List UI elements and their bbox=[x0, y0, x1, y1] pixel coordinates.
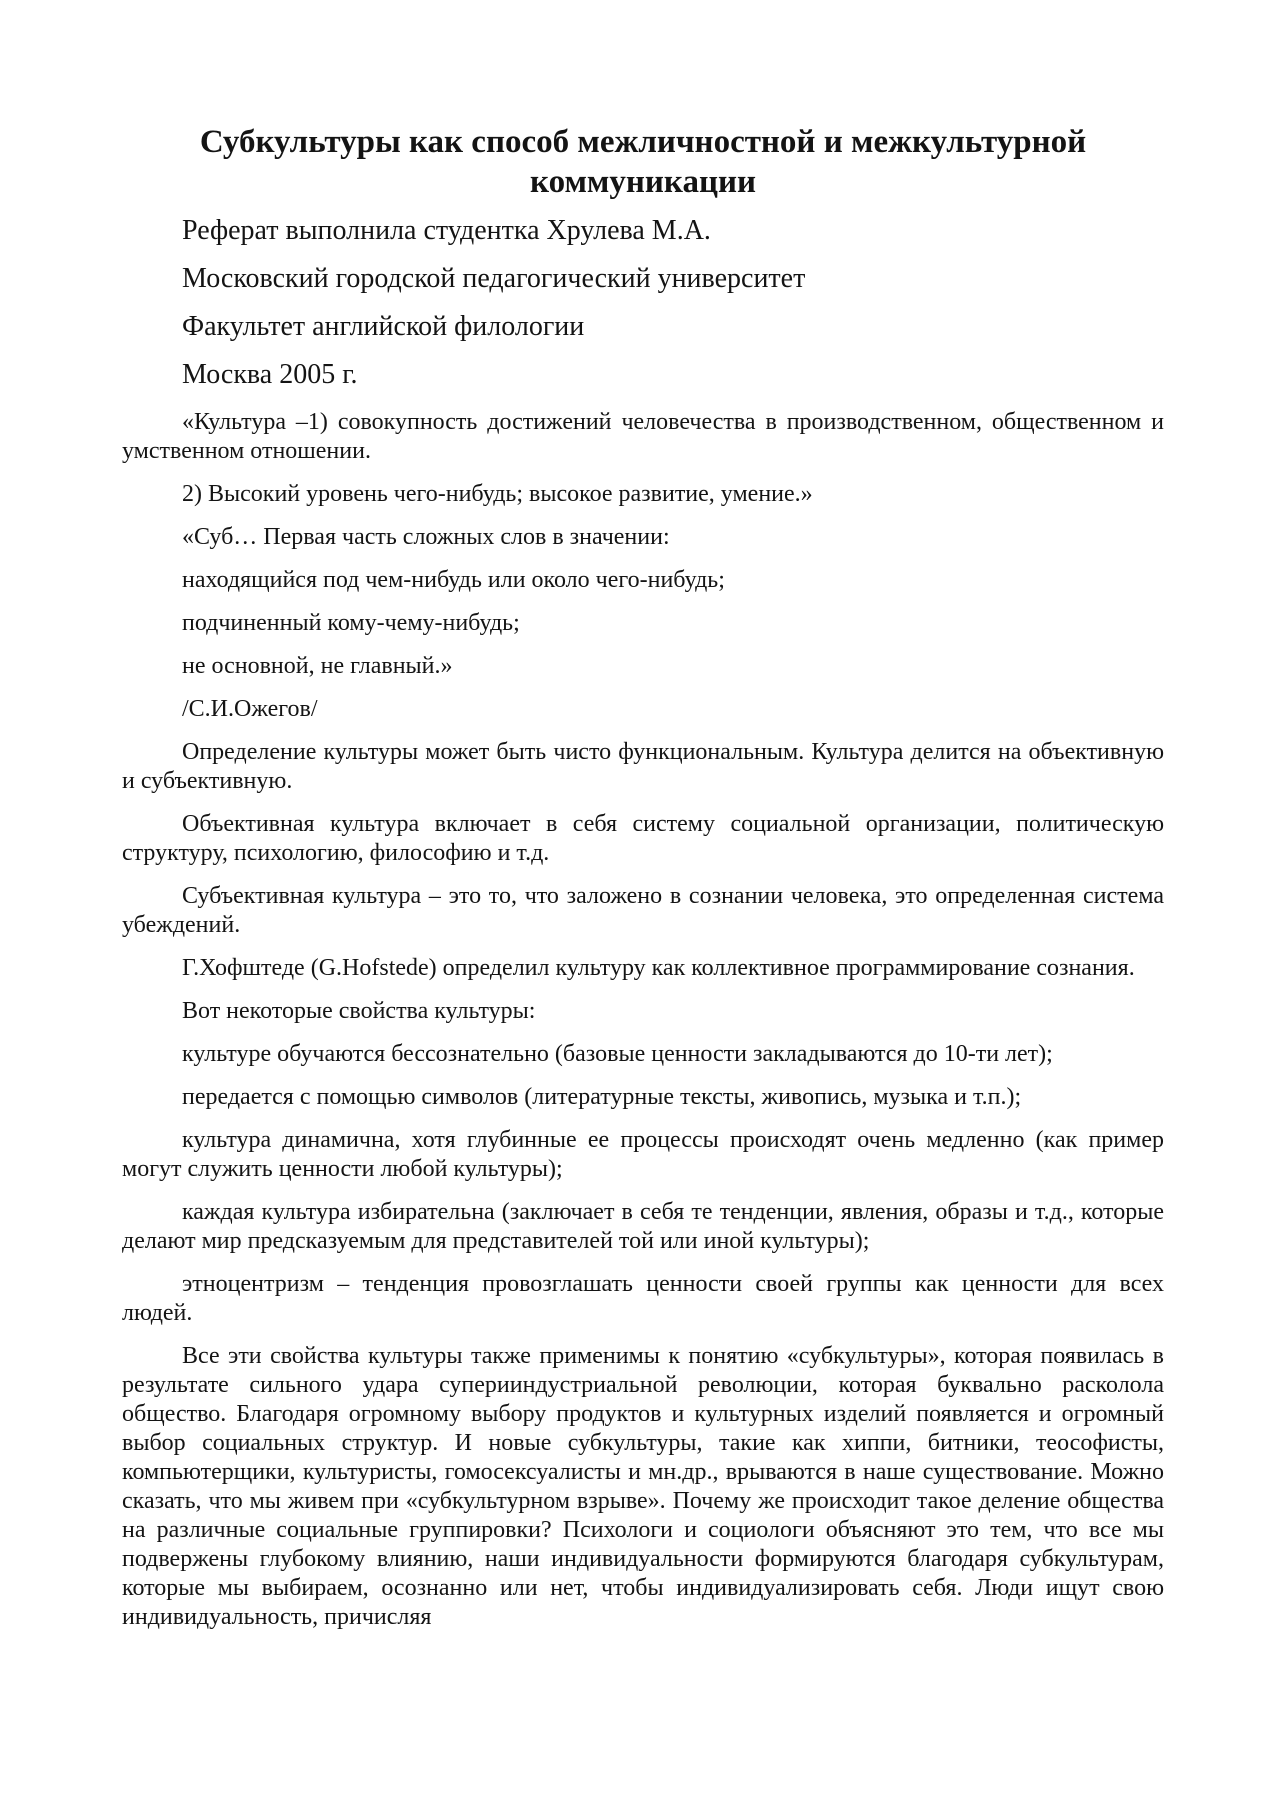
paragraph-properties-intro: Вот некоторые свойства культуры: bbox=[182, 998, 536, 1024]
list-item-property-5: этноцентризм – тенденция провозглашать ценности своей группы как ценности для всех людей. bbox=[122, 1271, 1164, 1326]
paragraph-sub-meaning-2: подчиненный кому-чему-нибудь; bbox=[182, 610, 520, 636]
paragraph-objective: Объективная культура включает в себя систему социальной организации, политическую структуру, психологию, философию и т.д. bbox=[122, 811, 1164, 866]
citation-source: /С.И.Ожегов/ bbox=[182, 696, 318, 722]
document-title: Субкультуры как способ межличностной и межкультурной коммуникации bbox=[199, 124, 1087, 200]
university-line: Московский городской педагогический университет bbox=[182, 263, 806, 294]
city-year-line: Москва 2005 г. bbox=[182, 359, 358, 390]
list-item-property-4: каждая культура избирательна (заключает в себя те тенденции, явления, образы и т.д., которые делают мир предсказуемым для представителей той или иной культуры); bbox=[122, 1199, 1164, 1254]
list-item-property-1: культуре обучаются бессознательно (базовые ценности закладываются до 10-ти лет); bbox=[182, 1041, 1053, 1067]
paragraph-culture-definition-2: 2) Высокий уровень чего-нибудь; высокое развитие, умение.» bbox=[182, 481, 813, 507]
paragraph-sub-definition: «Суб… Первая часть сложных слов в значении: bbox=[182, 524, 670, 550]
faculty-line: Факультет английской филологии bbox=[182, 311, 585, 342]
paragraph-sub-meaning-1: находящийся под чем-нибудь или около чего-нибудь; bbox=[182, 567, 725, 593]
author-line: Реферат выполнила студентка Хрулева М.А. bbox=[182, 215, 711, 246]
paragraph-culture-definition: «Культура –1) совокупность достижений человечества в производственном, общественном и умственном отношении. bbox=[122, 409, 1164, 464]
document-body bbox=[122, 122, 1164, 1646]
list-item-property-3: культура динамична, хотя глубинные ее процессы происходят очень медленно (как пример могут служить ценности любой культуры); bbox=[122, 1127, 1164, 1182]
paragraph-subjective: Субъективная культура – это то, что заложено в сознании человека, это определенная система убеждений. bbox=[122, 883, 1164, 938]
paragraph-hofstede: Г.Хофштеде (G.Hofstede) определил культуру как коллективное программирование сознания. bbox=[182, 955, 1135, 981]
paragraph-subculture: Все эти свойства культуры также применимы к понятию «субкультуры», которая появилась в результате сильного удара суперииндустриальной революции, которая буквально расколола общество. Благодаря огромному выбору продуктов и культурных изделий появляется и огромный выбор социальных структур. И новые субкультуры, такие как хиппи, битники, теософисты, компьютерщики, культуристы, гомосексуалисты и мн.др., врываются в наше существование. Можно сказать, что мы живем при «субкультурном взрыве». Почему же происходит такое деление общества на различные социальные группировки? Психологи и социологи объясняют это тем, что все мы подвержены глубокому влиянию, наши индивидуальности формируются благодаря субкультурам, которые мы выбираем, осознанно или нет, чтобы индивидуализировать себя. Люди ищут свою индивидуальность, причисляя bbox=[122, 1343, 1164, 1630]
list-item-property-2: передается с помощью символов (литературные тексты, живопись, музыка и т.п.); bbox=[182, 1084, 1022, 1110]
paragraph-functional: Определение культуры может быть чисто функциональным. Культура делится на объективную и субъективную. bbox=[122, 739, 1164, 794]
paragraph-sub-meaning-3: не основной, не главный.» bbox=[182, 653, 453, 679]
